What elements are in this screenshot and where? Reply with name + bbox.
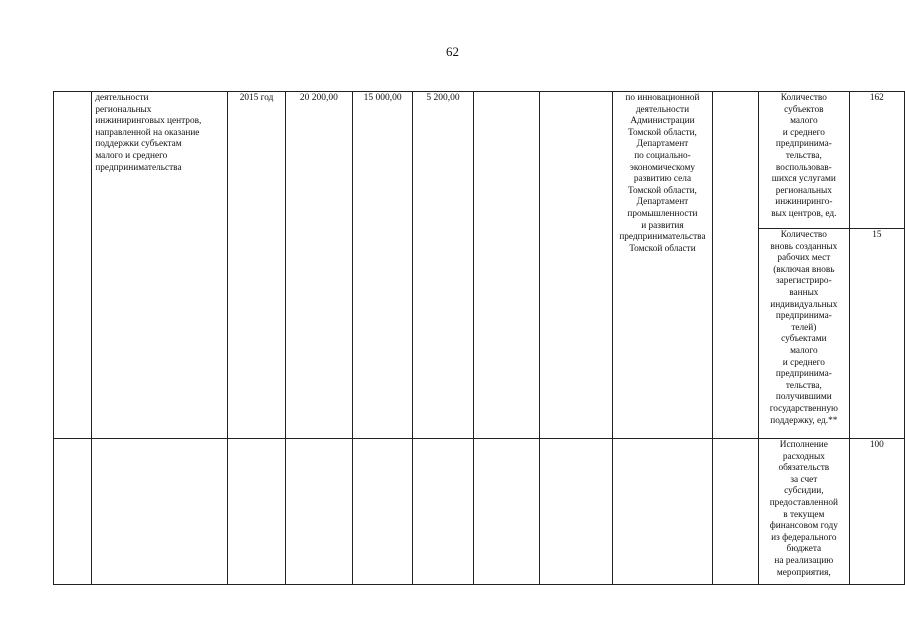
cell-indicator-value: 15 — [849, 229, 904, 439]
cell-local — [473, 439, 540, 585]
cell-indicator-value: 162 — [849, 92, 904, 229]
cell-federal: 15 000,00 — [352, 92, 412, 439]
cell-executor — [613, 439, 713, 585]
cell-number — [54, 439, 92, 585]
table-row — [54, 439, 905, 585]
cell-indicator-name: Количество субъектов малого и среднего предпринима- тельства, воспользовав- шихся услугами региональных инжиниринго- вых центров, ед. — [759, 92, 850, 229]
cell-regional — [413, 439, 473, 585]
cell-description — [92, 439, 228, 585]
cell-other — [540, 439, 613, 585]
cell-spacer — [712, 439, 758, 585]
cell-indicator-value: 100 — [849, 439, 904, 585]
page-number: 62 — [446, 44, 459, 59]
cell-year: 2015 год — [228, 92, 285, 439]
cell-indicator-name: Исполнение расходных обязательств за счет субсидии, предоставленной в текущем финансовом году из федерального бюджета на реализацию мероприятия, — [759, 439, 850, 585]
cell-indicator-name: Количество вновь созданных рабочих мест (включая вновь зарегистриро- ванных индивидуальных предпринима- телей) субъектами малого и среднего предпринима- тельства, получившими государственную поддержку, ед.** — [759, 229, 850, 439]
cell-total: 20 200,00 — [285, 92, 352, 439]
cell-executor: по инновационной деятельности Администрации Томской области, Департамент по социально- экономическому развитию села Томской области, Департамент промышленности и развития предпринимательства Томской области — [613, 92, 713, 439]
table-row — [54, 92, 905, 229]
cell-year — [228, 439, 285, 585]
cell-local — [473, 92, 540, 439]
cell-number — [54, 92, 92, 439]
cell-federal — [352, 439, 412, 585]
cell-spacer — [712, 92, 758, 439]
cell-other — [540, 92, 613, 439]
cell-regional: 5 200,00 — [413, 92, 473, 439]
cell-total — [285, 439, 352, 585]
program-table — [53, 91, 905, 585]
cell-description: деятельности региональных инжиниринговых центров, направленной на оказание поддержки субъектам малого и среднего предпринимательства — [92, 92, 228, 439]
